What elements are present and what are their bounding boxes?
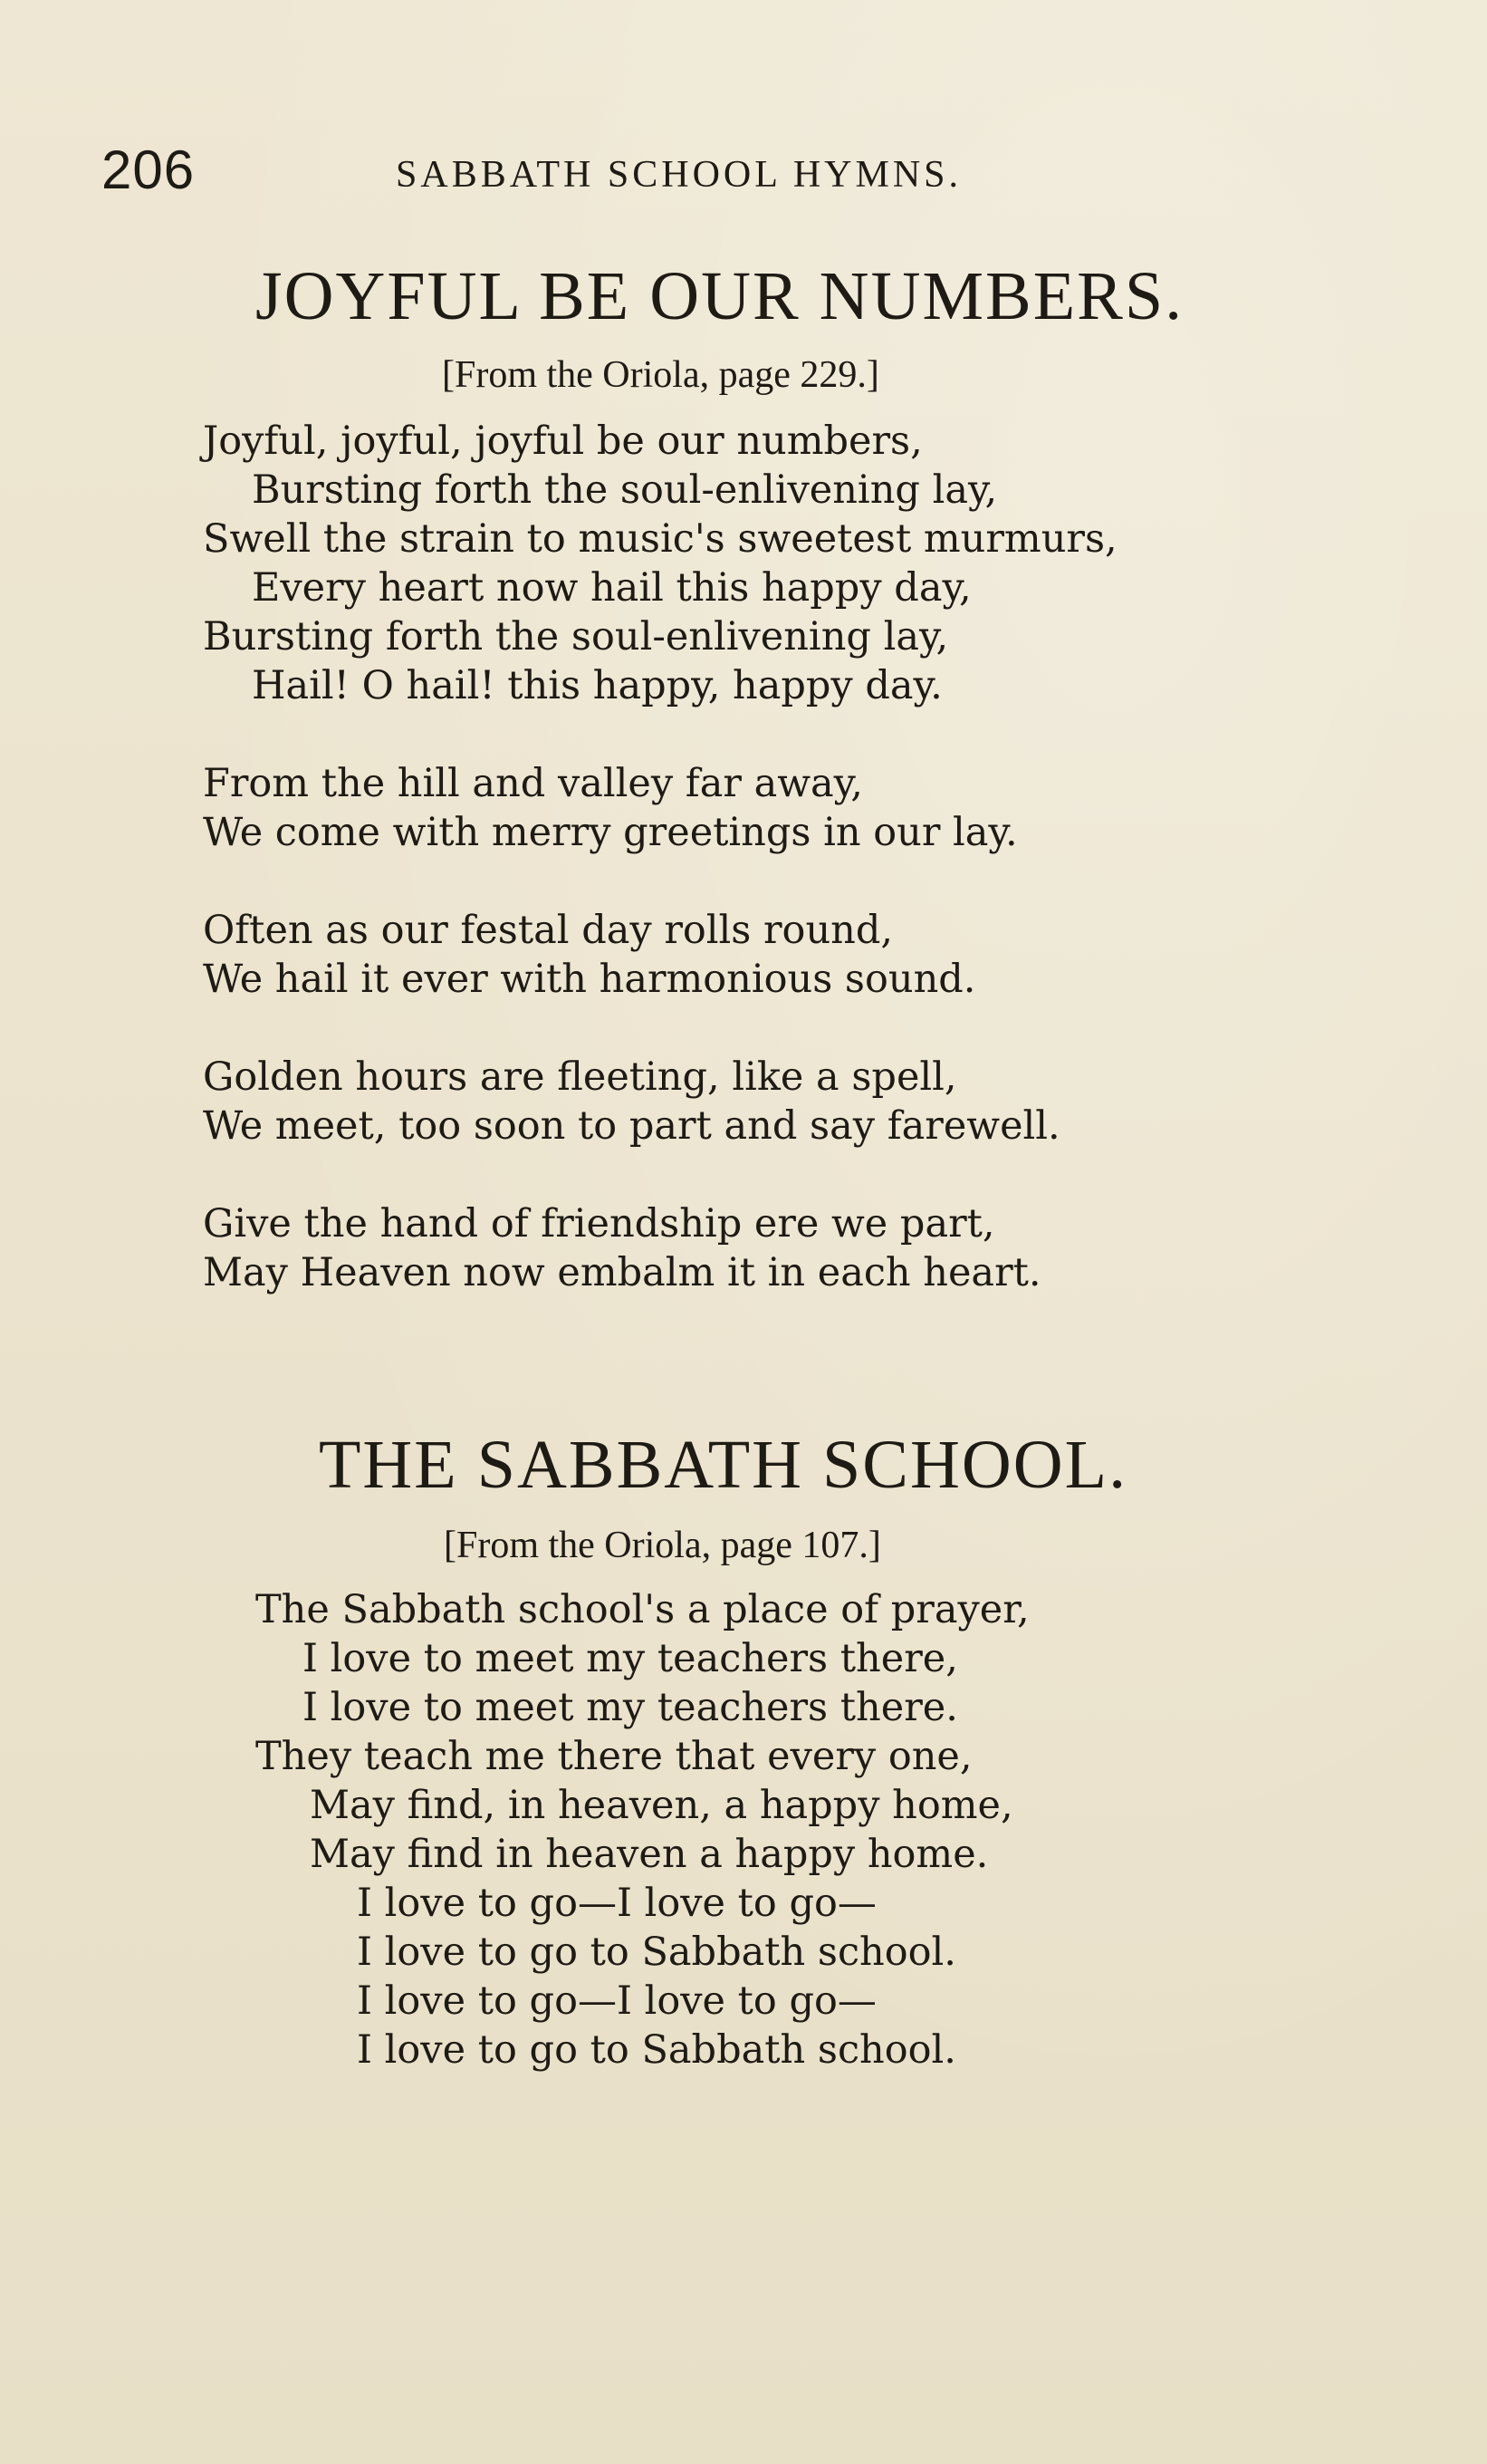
verse-line: Often as our festal day rolls round, bbox=[203, 908, 894, 953]
hymn-title: THE SABBATH SCHOOL. bbox=[319, 1427, 1128, 1503]
verse-line: May find in heaven a happy home. bbox=[310, 1832, 989, 1877]
verse-line: I love to meet my teachers there, bbox=[302, 1636, 958, 1681]
verse-line: May find, in heaven, a happy home, bbox=[310, 1783, 1013, 1828]
running-head bbox=[101, 134, 1079, 207]
verse-line: Bursting forth the soul-enlivening lay, bbox=[203, 614, 949, 659]
verse-line: Swell the strain to music's sweetest murmurs, bbox=[203, 516, 1118, 562]
verse-line: May Heaven now embalm it in each heart. bbox=[203, 1250, 1041, 1295]
page-number: 206 bbox=[101, 140, 196, 200]
verse-line: Bursting forth the soul-enlivening lay, bbox=[252, 467, 998, 513]
hymn-source: [From the Oriola, page 107.] bbox=[444, 1525, 881, 1566]
verse-line: I love to go—I love to go— bbox=[357, 1881, 877, 1926]
hymn-source: [From the Oriola, page 229.] bbox=[442, 354, 879, 396]
verse-line: Golden hours are fleeting, like a spell, bbox=[203, 1054, 957, 1100]
verse-line: Every heart now hail this happy day, bbox=[252, 565, 972, 611]
hymn-title: JOYFUL BE OUR NUMBERS. bbox=[255, 258, 1185, 334]
running-title: SABBATH SCHOOL HYMNS. bbox=[396, 154, 963, 196]
verse-line: I love to go—I love to go— bbox=[357, 1978, 877, 2024]
verse-line: We meet, too soon to part and say farewell. bbox=[203, 1103, 1060, 1149]
verse-line: They teach me there that every one, bbox=[255, 1734, 973, 1779]
verse-line: Hail! O hail! this happy, happy day. bbox=[252, 663, 943, 708]
verse-line: Joyful, joyful, joyful be our numbers, bbox=[203, 419, 923, 464]
verse-line: I love to go to Sabbath school. bbox=[357, 1930, 956, 1975]
verse-line: Give the hand of friendship ere we part, bbox=[203, 1201, 995, 1246]
verse-line: The Sabbath school's a place of prayer, bbox=[255, 1587, 1030, 1632]
verse-line: I love to go to Sabbath school. bbox=[357, 2027, 956, 2073]
verse-line: From the hill and valley far away, bbox=[203, 761, 863, 806]
verse-line: I love to meet my teachers there. bbox=[302, 1685, 958, 1730]
verse-line: We come with merry greetings in our lay. bbox=[203, 810, 1018, 855]
verse-line: We hail it ever with harmonious sound. bbox=[203, 957, 976, 1002]
